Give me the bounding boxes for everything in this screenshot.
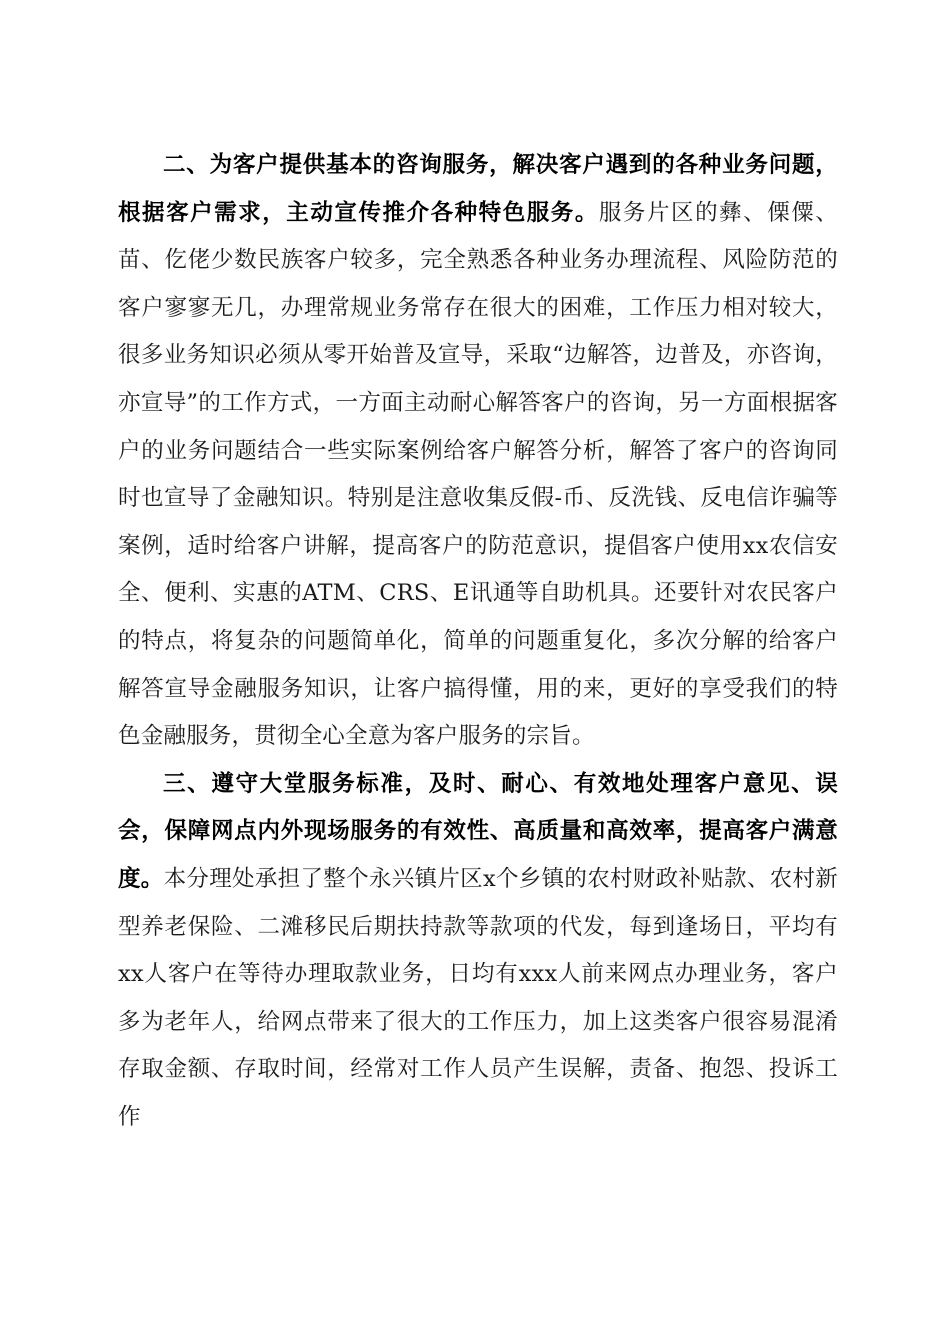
paragraph-consulting-service	[118, 142, 838, 761]
paragraph-heading: 二、为客户提供基本的咨询服务，解决客户遇到的各种业务问题，根据客户需求，主动宣传推介各种特色服务。	[118, 152, 838, 226]
document-body	[118, 142, 838, 1141]
paragraph-heading: 三、遵守大堂服务标准，及时、耐心、有效地处理客户意见、误会，保障网点内外现场服务的有效性、高质量和高效率，提高客户满意度。	[118, 770, 838, 892]
paragraph-text: 本分理处承担了整个永兴镇片区x个乡镇的农村财政补贴款、农村新型养老保险、二滩移民后期扶持款等款项的代发，每到逢场日，平均有xx人客户在等待办理取款业务，日均有xxx人前来网点办理业务，客户多为老年人，给网点带来了很大的工作压力，加上这类客户很容易混淆存取金额、存取时间，经常对工作人员产生误解，责备、抱怨、投诉工作	[118, 865, 838, 1130]
paragraph-lobby-service-standard	[118, 761, 838, 1142]
paragraph-text: 服务片区的彝、傈僳、苗、仡佬少数民族客户较多，完全熟悉各种业务办理流程、风险防范的客户寥寥无几，办理常规业务常存在很大的困难，工作压力相对较大，很多业务知识必须从零开始普及宣导，采取“边解答，边普及，亦咨询，亦宣导”的工作方式，一方面主动耐心解答客户的咨询，另一方面根据客户的业务问题结合一些实际案例给客户解答分析，解答了客户的咨询同时也宣导了金融知识。特别是注意收集反假-币、反洗钱、反电信诈骗等案例，适时给客户讲解，提高客户的防范意识，提倡客户使用xx农信安全、便利、实惠的ATM、CRS、E讯通等自助机具。还要针对农民客户的特点，将复杂的问题简单化，简单的问题重复化，多次分解的给客户解答宣导金融服务知识，让客户搞得懂，用的来，更好的享受我们的特色金融服务，贯彻全心全意为客户服务的宗旨。	[118, 199, 838, 750]
